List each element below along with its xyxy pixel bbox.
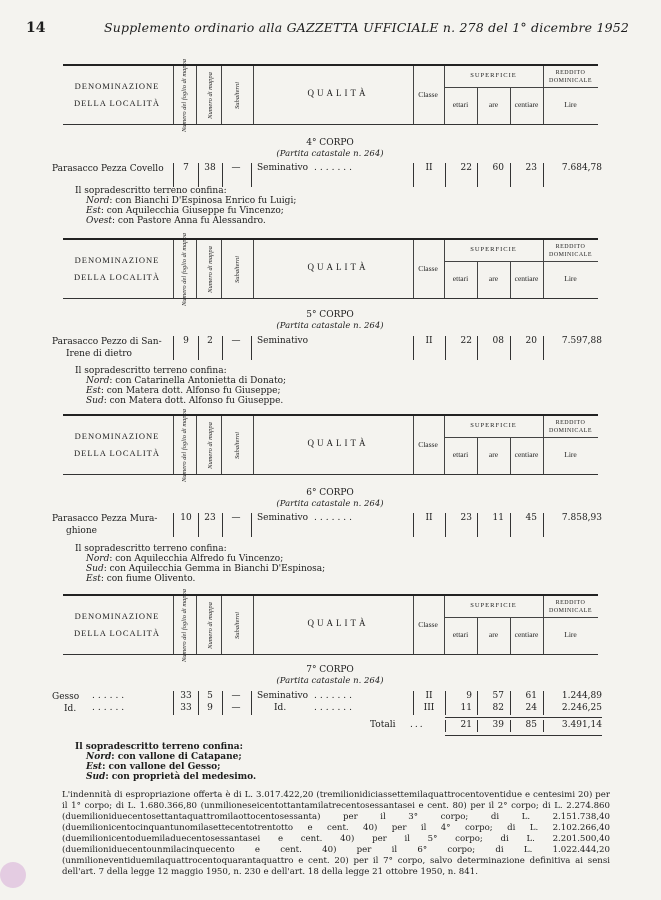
localita-cell: Parasacco Pezza Covello (52, 164, 164, 174)
margin-stain (0, 862, 26, 888)
foglio-header: Numero del foglio di mappa (181, 58, 189, 132)
totali-row: Totali ... 21 39 85 3.491,14 (370, 720, 602, 730)
confini-block: Il sopradescritto terreno confina: Nord: con Bianchi D'Espinosa Enrico fu Luigi; Est: con Aquilecchia Giuseppe fu Vincenzo; Ovest: con Pastore Anna fu Alessandro. (75, 186, 297, 226)
confini-block: Il sopradescritto terreno confina: Nord: con vallone di Catapane; Est: con vallone del Gesso; Sud: con proprietà del medesimo. (75, 742, 257, 782)
totali-label: Totali (370, 720, 396, 730)
table-row: Gesso ...... 33 5 — Seminativo ....... II 9 57 61 1.244,89 (52, 691, 602, 702)
qualita-header: QUALITÀ (307, 88, 369, 98)
table-row: Id. ...... 33 9 — Id. ....... III 11 82 24 2.246,25 (64, 703, 602, 714)
corpo-title: 7° CORPO (306, 665, 354, 675)
table-row: Parasacco Pezza Mura- ghione 10 23 — Seminativo ....... II 23 11 45 7.858,93 (52, 513, 602, 536)
indennita-paragraph: L'indennità di espropriazione offerta è di L. 3.017.422,20 (tremilionidiciassettemilaquattrocentoventidue e centesimi 20) per il 1° corpo; di L. 1.680.366,80 (unmilioneseicentottantamilatrecentosessantasei e cent. 80) per il 2° corpo; di L. 2.274.860 (duemilioniduecentosettantaquattromilaottocentosessanta) per il 3° corpo; di L. 2.151.738,40 (duemilionicentocinquantunomilasettecentotrentotto e cent. 40) per il 4° corpo; di L. 2.102.266,40 (duemilionicentoduemiladuecentosessantasei e cent. 40) per il 5° corpo; di L. 2.201.500,40 (duemilioniduecentounmilacinquecento e cent. 40) per il 6° corpo; di L. 1.022.444,20 (unmilioneventiduemilaquattrocentoquarantaquattro e cent. 20) per il 7° corpo, salvo determinazione definitiva ai sensi dell'art. 7 della legge 12 maggio 1950, n. 230 e dell'art. 18 della legge 21 ottobre 1950, n. 841. (62, 790, 610, 877)
centiare-cell: 23 (525, 163, 537, 173)
partita-catastale: (Partita catastale n. 264) (276, 321, 384, 331)
are-header: are (488, 100, 499, 109)
denominazione-header: DENOMINAZIONE DELLA LOCALITÀ (73, 81, 160, 108)
mappa-cell: 38 (204, 163, 216, 173)
corpo-title: 5° CORPO (306, 310, 354, 320)
table-header-corpo-7: DENOMINAZIONE DELLA LOCALITÀ Numero del foglio di mappa Numero di mappa Subalterni QUALITÀ Classe SUPERFICIE ettari are centiare REDDITO DOMINICALE Lire (63, 594, 598, 655)
table-header-corpo-5: DENOMINAZIONE DELLA LOCALITÀ Numero del foglio di mappa Numero di mappa Subalterni QUALITÀ Classe SUPERFICIE ettari are centiare REDDITO DOMINICALE Lire (63, 238, 598, 299)
table-header-corpo-4 (63, 58, 598, 132)
lire-header: Lire (564, 100, 577, 109)
centiare-header: centiare (514, 100, 539, 109)
mappa-header: Numero di mappa (206, 71, 214, 119)
are-cell: 60 (492, 163, 504, 173)
classe-cell: II (425, 163, 433, 173)
localita-cell: Parasacco Pezzo di San- Irene di dietro (52, 337, 162, 359)
corpo-title: 4° CORPO (306, 138, 354, 148)
confini-block: Il sopradescritto terreno confina: Nord: con Aquilecchia Alfredo fu Vincenzo; Sud: con Aquilecchia Gemma in Bianchi D'Espinosa; Est: con fiume Olivento. (75, 544, 326, 584)
partita-catastale: (Partita catastale n. 264) (276, 499, 384, 509)
corpo-title: 6° CORPO (306, 488, 354, 498)
partita-catastale: (Partita catastale n. 264) (276, 676, 384, 686)
localita-cell: Parasacco Pezza Mura- ghione (52, 514, 158, 536)
page-number: 14 (26, 20, 46, 36)
table-row: Parasacco Pezza Covello 7 38 — Seminativo ....... II 22 60 23 7.684,78 (52, 163, 612, 191)
table-header-corpo-6: DENOMINAZIONE DELLA LOCALITÀ Numero del foglio di mappa Numero di mappa Subalterni QUALITÀ Classe SUPERFICIE ettari are centiare REDDITO DOMINICALE Lire (63, 414, 598, 475)
running-title: Supplemento ordinario alla GAZZETTA UFFICIALE n. 278 del 1° dicembre 1952 (104, 20, 630, 35)
ettari-header: ettari (452, 100, 469, 109)
subalterno-cell: — (231, 163, 241, 173)
confini-block: Il sopradescritto terreno confina: Nord: con Catarinella Antonietta di Donato; Est: con Matera dott. Alfonso fu Giuseppe; Sud: con Matera dott. Alfonso fu Giuseppe. (75, 366, 287, 406)
foglio-cell: 7 (183, 163, 189, 173)
table-row: Parasacco Pezzo di San- Irene di dietro 9 2 — Seminativo II 22 08 20 7.597,88 (52, 336, 602, 359)
running-header (26, 20, 636, 38)
reddito-cell: 7.684,78 (561, 163, 602, 173)
reddito-header: REDDITO DOMINICALE (549, 70, 592, 84)
subalterni-header: Subalterni (234, 81, 242, 109)
superficie-header: SUPERFICIE (470, 72, 517, 79)
ettari-cell: 22 (460, 163, 472, 173)
classe-header: Classe (418, 90, 438, 99)
qualita-cell: Seminativo (257, 163, 309, 173)
partita-catastale: (Partita catastale n. 264) (276, 149, 384, 159)
